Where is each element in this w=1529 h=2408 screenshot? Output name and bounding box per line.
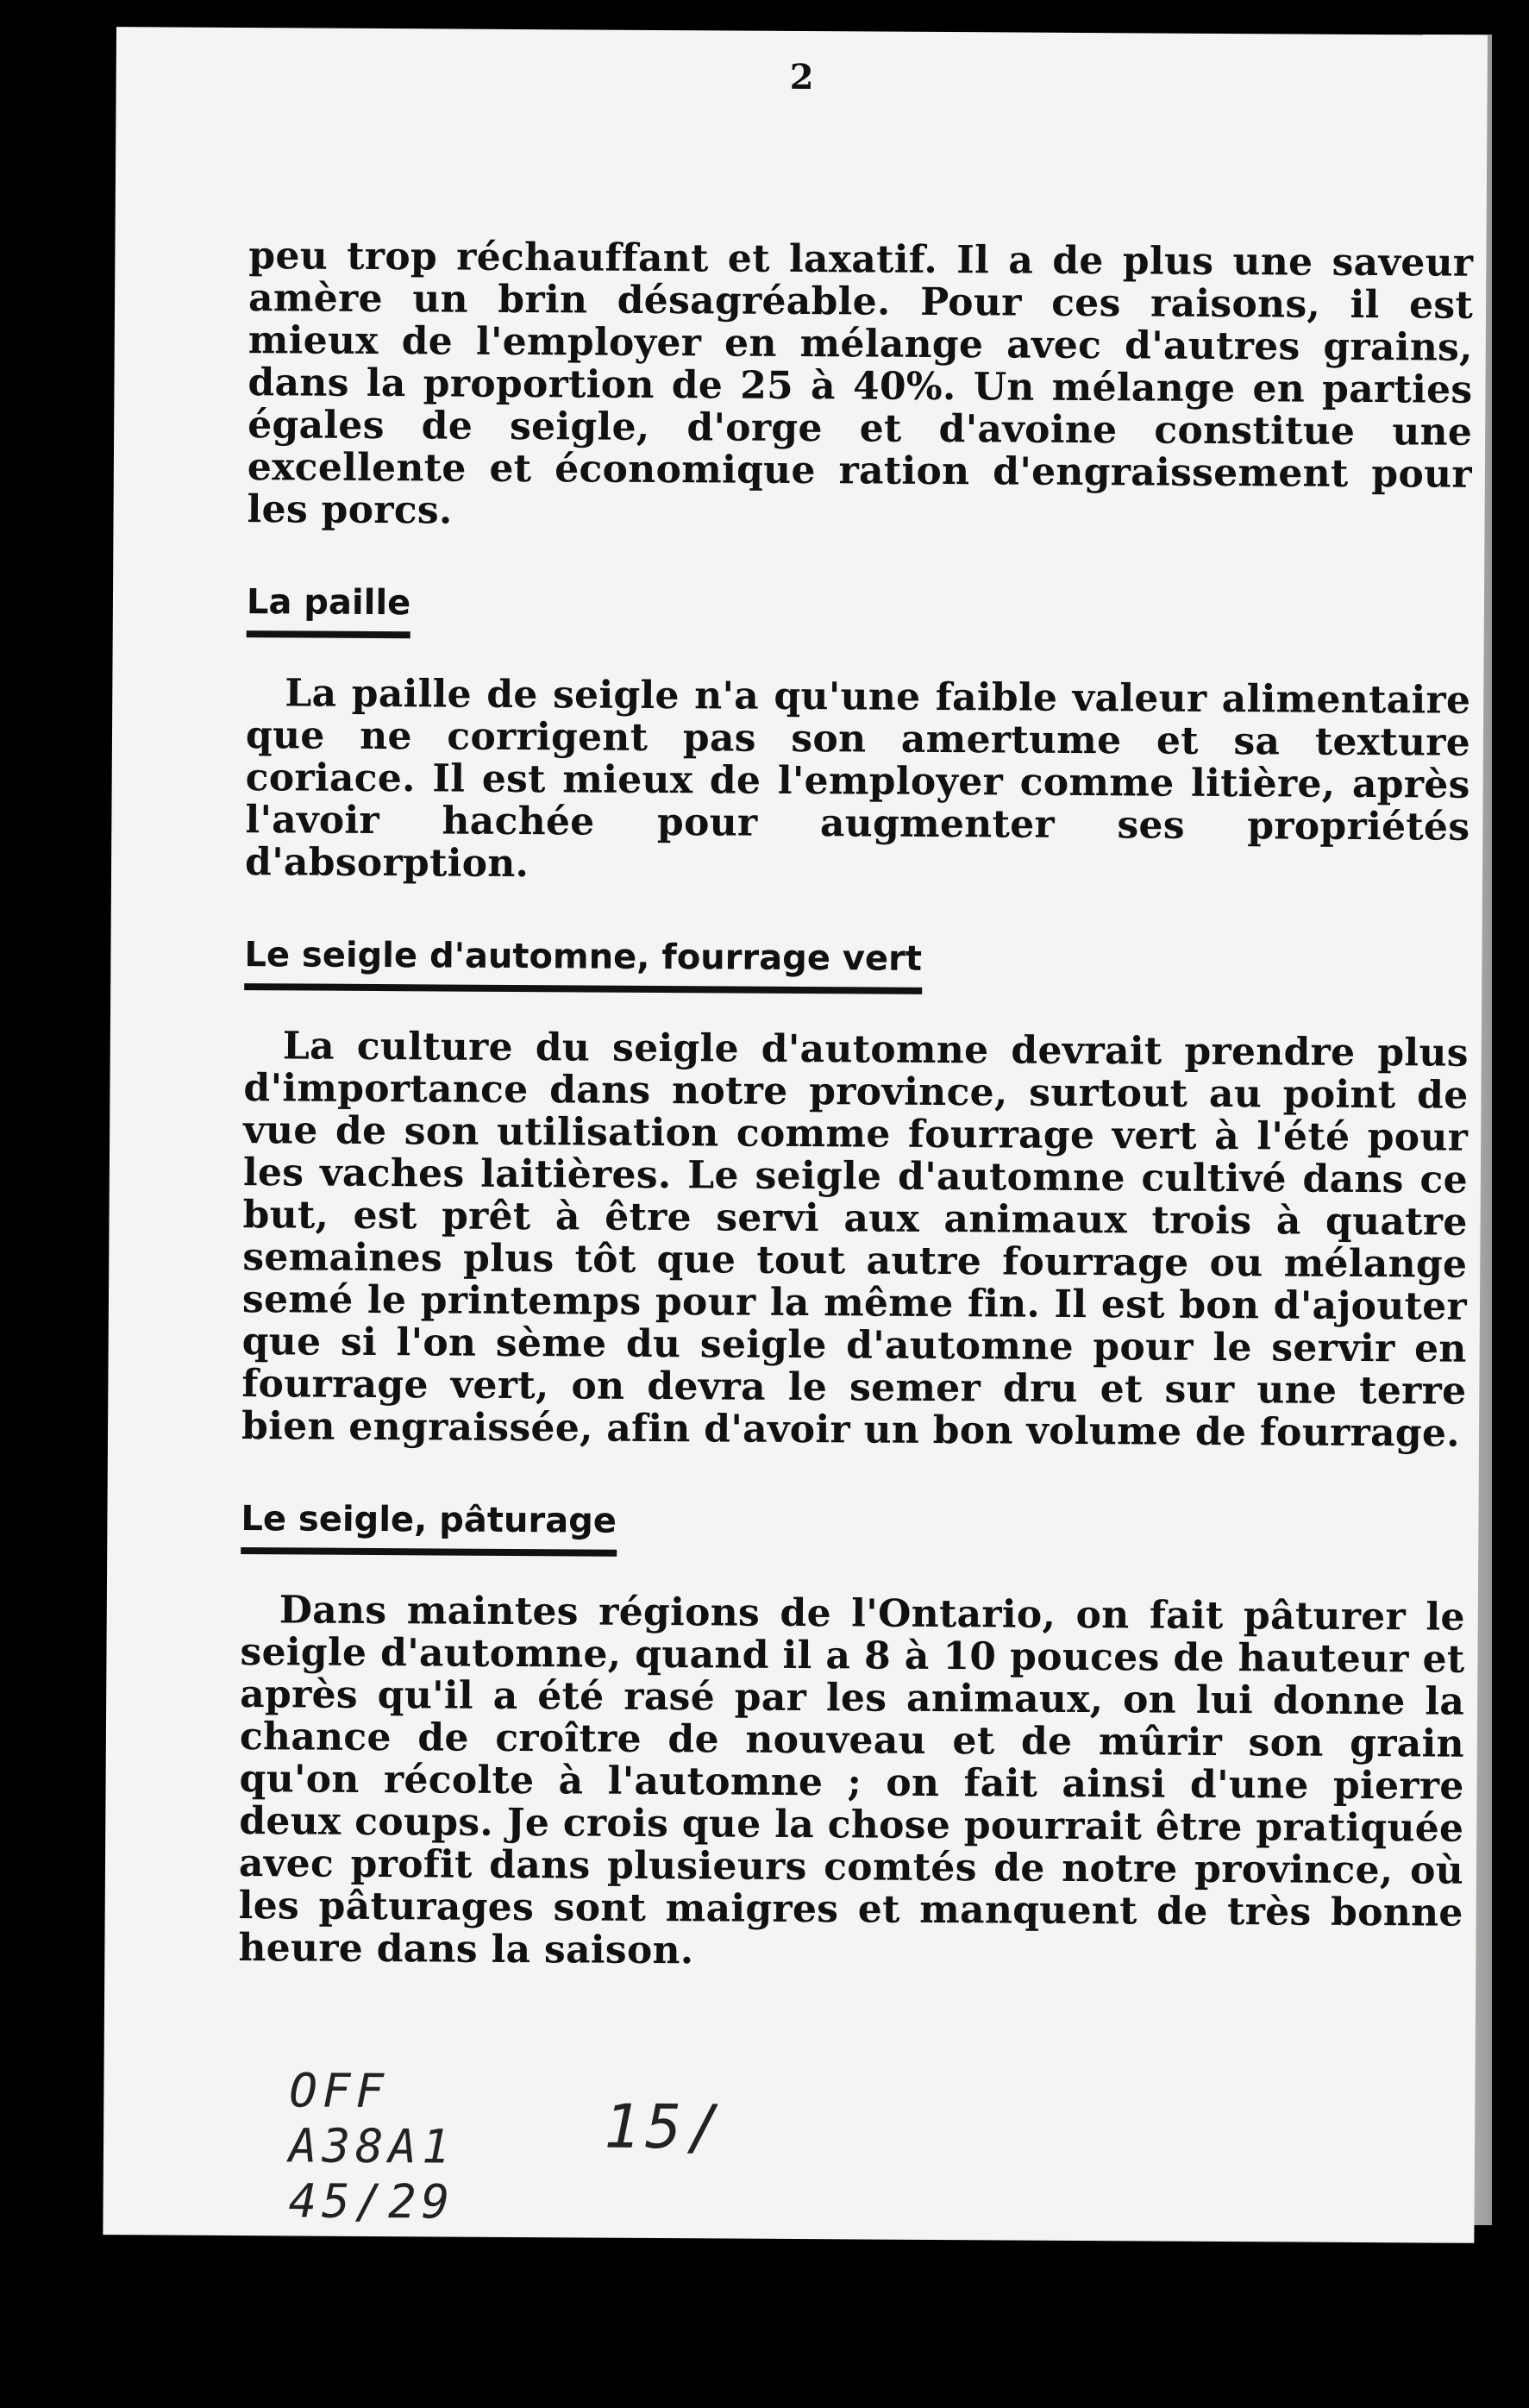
section-heading: Le seigle d'automne, fourrage vert bbox=[244, 935, 922, 994]
handwritten-line: A38A1 bbox=[288, 2118, 455, 2174]
page-content bbox=[238, 235, 1473, 1977]
section-fourrage-vert bbox=[241, 883, 1469, 1455]
section-body: La culture du seigle d'automne devrait prendre plus d'importance dans notre province, surtout au point de vue de son utilisation comme fourrage vert à l'été pour les vaches laitières. Le seigle d'automne cultivé dans ce but, est prêt à être servi aux animaux trois à quatre semaines plus tôt que tout autre fourrage ou mélange semé le printemps pour la même fin. Il est bon d'ajouter que si l'on sème du seigle d'automne pour le servir en fourrage vert, on devra le semer dru et sur une terre bien engraissée, afin d'avoir un bon volume de fourrage. bbox=[241, 1024, 1469, 1456]
intro-paragraph: peu trop réchauffant et laxatif. Il a de plus une saveur amère un brin désagréable. Pour ces raisons, il est mieux de l'employer en mélange avec d'autres grains, dans la proportion de 25 à 40%. Un mélange en parties égales de seigle, d'orge et d'avoine constitue une excellente et économique ration d'engraissement pour les porcs. bbox=[247, 234, 1474, 533]
handwritten-number: 15/ bbox=[603, 2091, 729, 2163]
section-heading: La paille bbox=[247, 582, 411, 638]
document-page bbox=[103, 27, 1488, 2243]
section-paille bbox=[245, 530, 1471, 891]
section-body: Dans maintes régions de l'Ontario, on fait pâturer le seigle d'automne, quand il a 8 à 10 pouces de hauteur et après qu'il a été rasé par les animaux, on lui donne la chance de croître de nouveau et de mûrir son grain qu'on récolte à l'automne ; on fait ainsi d'une pierre deux coups. Je crois que la chose pourrait être pratiquée avec profit dans plusieurs comtés de notre province, où les pâturages sont maigres et manquent de très bonne heure dans la saison. bbox=[238, 1588, 1465, 1973]
handwritten-line: 45/29 bbox=[288, 2173, 455, 2229]
section-heading: Le seigle, pâturage bbox=[241, 1499, 617, 1557]
section-paturage bbox=[238, 1447, 1466, 1977]
handwritten-line: OFF bbox=[289, 2063, 390, 2119]
section-body: La paille de seigle n'a qu'une faible valeur alimentaire que ne corrigent pas son amertume et sa texture coriace. Il est mieux de l'employer comme litière, après l'avoir hachée pour augmenter ses propriétés d'absorption. bbox=[244, 671, 1471, 887]
page-number: 2 bbox=[789, 56, 814, 98]
handwritten-call-number bbox=[288, 2063, 455, 2229]
